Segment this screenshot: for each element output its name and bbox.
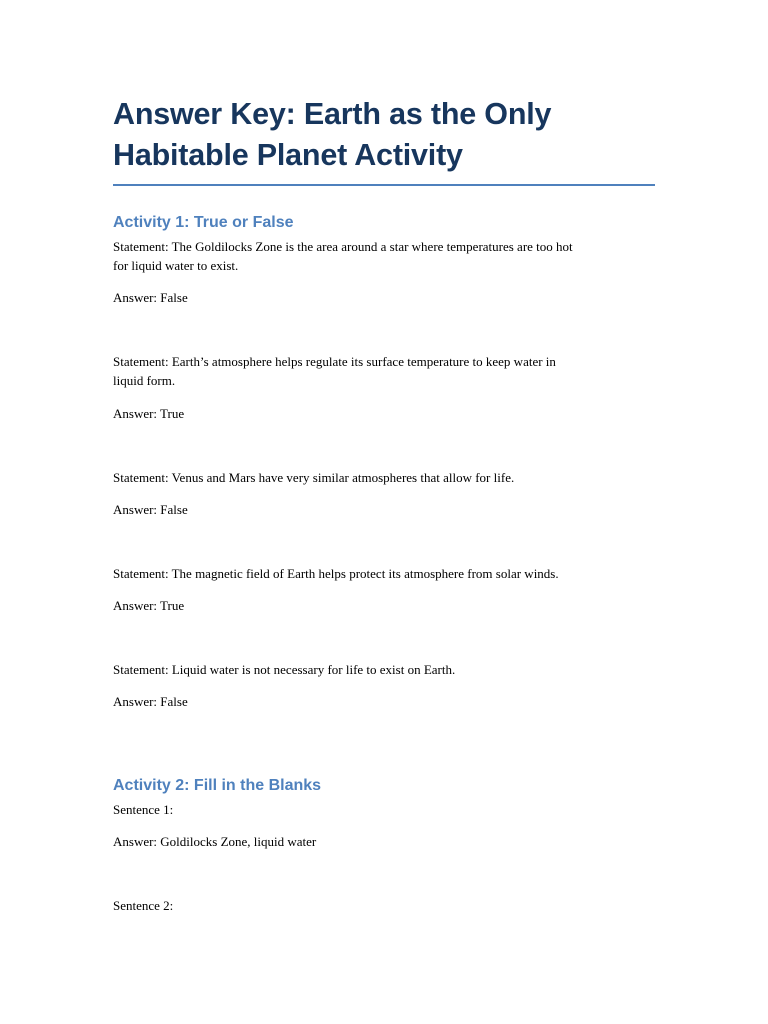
document-title	[113, 94, 655, 176]
statement-3-text: Statement: Venus and Mars have very similar atmospheres that allow for life.	[113, 470, 515, 485]
title-line-2: Habitable Planet Activity	[113, 138, 463, 172]
answer-4	[113, 596, 655, 615]
answer-2	[113, 404, 655, 423]
statement-1-line-2: for liquid water to exist.	[113, 258, 239, 273]
sentence-1	[113, 800, 655, 819]
statement-2-line-2: liquid form.	[113, 373, 176, 388]
statement-3	[113, 468, 655, 487]
sentence-2	[113, 896, 655, 915]
answer-5-text: Answer: False	[113, 694, 188, 709]
statement-2	[113, 352, 655, 390]
document-title-block	[113, 94, 655, 186]
fill-answer-1	[113, 832, 655, 851]
answer-5	[113, 692, 655, 711]
answer-3-text: Answer: False	[113, 502, 188, 517]
answer-1	[113, 288, 655, 307]
statement-5	[113, 660, 655, 679]
activity-1-heading-block	[113, 213, 655, 233]
answer-1-text: Answer: False	[113, 290, 188, 305]
title-underline	[113, 184, 655, 186]
statement-4	[113, 564, 655, 583]
answer-3	[113, 500, 655, 519]
title-line-1: Answer Key: Earth as the Only	[113, 97, 552, 131]
statement-5-text: Statement: Liquid water is not necessary for life to exist on Earth.	[113, 662, 456, 677]
statement-1-line-1: Statement: The Goldilocks Zone is the area around a star where temperatures are too hot	[113, 239, 573, 254]
answer-4-text: Answer: True	[113, 598, 185, 613]
answer-2-text: Answer: True	[113, 406, 185, 421]
statement-2-line-1: Statement: Earth’s atmosphere helps regulate its surface temperature to keep water in	[113, 354, 556, 369]
sentence-1-text: Sentence 1:	[113, 802, 174, 817]
statement-1	[113, 237, 655, 275]
statement-2-text	[113, 352, 655, 390]
statement-1-text	[113, 237, 655, 275]
statement-4-text: Statement: The magnetic field of Earth helps protect its atmosphere from solar winds.	[113, 566, 559, 581]
activity-2-heading: Activity 2: Fill in the Blanks	[113, 777, 322, 794]
fill-answer-1-text: Answer: Goldilocks Zone, liquid water	[113, 834, 317, 849]
activity-1-heading: Activity 1: True or False	[113, 214, 294, 231]
sentence-2-text: Sentence 2:	[113, 898, 174, 913]
activity-2-heading-block	[113, 776, 655, 796]
